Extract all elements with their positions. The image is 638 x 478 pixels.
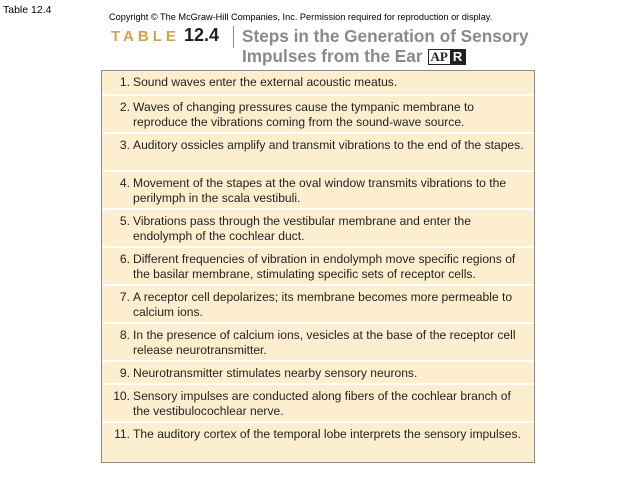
title-line-1: Steps in the Generation of Sensory (242, 26, 529, 46)
step-number: 11. (114, 427, 130, 441)
step-number: 6. (119, 252, 130, 266)
step-item (102, 71, 534, 94)
step-text: The auditory cortex of the temporal lobe interprets the sensory impulses. (133, 427, 521, 441)
step-item (102, 94, 534, 132)
step-item (102, 246, 534, 284)
step-number: 7. (119, 290, 130, 304)
step-number: 8. (119, 328, 130, 342)
step-item (102, 322, 534, 360)
table-title (242, 26, 529, 66)
step-item (102, 421, 534, 459)
step-number: 5. (119, 214, 130, 228)
table-number: 12.4 (184, 25, 220, 45)
step-text: Vibrations pass through the vestibular membrane and enter the endolymph of the cochlear duct. (133, 214, 471, 243)
steps-list (102, 71, 534, 459)
step-item (102, 132, 534, 170)
apr-badge-left: AP (430, 49, 448, 64)
step-text: In the presence of calcium ions, vesicles at the base of the receptor cell release neurotransmitter. (133, 328, 516, 357)
title-line-2 (242, 46, 529, 66)
step-text: Auditory ossicles amplify and transmit vibrations to the end of the stapes. (133, 138, 524, 152)
step-number: 2. (119, 100, 130, 114)
step-number: 1. (119, 75, 130, 89)
step-text: Waves of changing pressures cause the tympanic membrane to reproduce the vibrations coming from the sound-wave source. (133, 100, 475, 129)
table-word: TABLE (111, 28, 180, 45)
step-text: A receptor cell depolarizes; its membrane becomes more permeable to calcium ions. (133, 290, 513, 319)
step-text: Different frequencies of vibration in endolymph move specific regions of the basilar membrane, stimulating specific sets of receptor cells. (133, 252, 516, 281)
copyright-notice: Copyright © The McGraw-Hill Companies, Inc. Permission required for reproduction or display. (109, 12, 493, 22)
title-divider (233, 26, 234, 48)
step-text: Sensory impulses are conducted along fibers of the cochlear branch of the vestibulocochlear nerve. (133, 389, 511, 418)
step-item (102, 383, 534, 421)
step-text: Movement of the stapes at the oval window transmits vibrations to the perilymph in the scala vestibuli. (133, 176, 507, 205)
step-item (102, 284, 534, 322)
step-number: 4. (119, 176, 130, 190)
step-number: 10. (113, 389, 130, 403)
apr-badge-right: R (450, 50, 465, 64)
title-line-2-text: Impulses from the Ear (242, 46, 423, 66)
step-item (102, 170, 534, 208)
step-text: Neurotransmitter stimulates nearby sensory neurons. (133, 366, 418, 380)
step-number: 9. (119, 366, 130, 380)
step-item (102, 360, 534, 383)
step-item (102, 208, 534, 246)
step-number: 3. (119, 138, 130, 152)
slide-label: Table 12.4 (3, 4, 52, 16)
apr-badge (428, 49, 467, 65)
step-text: Sound waves enter the external acoustic meatus. (133, 75, 398, 89)
steps-table (101, 70, 535, 463)
